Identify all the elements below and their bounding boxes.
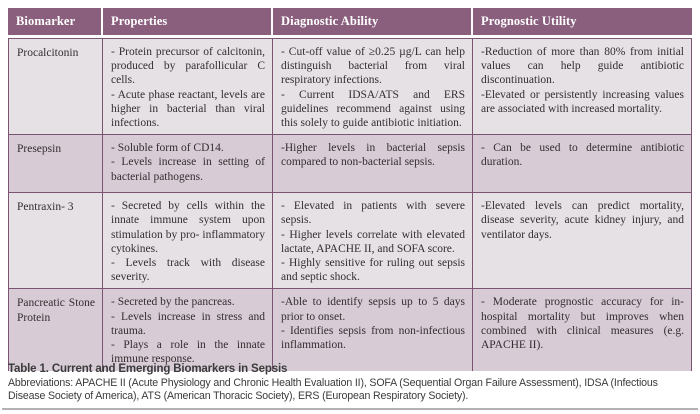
table-caption bbox=[8, 363, 694, 403]
table-body bbox=[8, 38, 692, 371]
bullet-item: - Secreted by the pancreas. bbox=[111, 296, 235, 309]
properties-cell bbox=[103, 289, 273, 371]
bullet-item: -Reduction of more than 80% from initial values can help guide antibiotic discontinuation. bbox=[481, 46, 684, 87]
bullet-item: -Elevated levels can predict mortality, disease severity, acute kidney injury, and ventilator days. bbox=[481, 200, 684, 241]
bullet-item: - Levels increase in setting of bacterial pathogens. bbox=[111, 156, 265, 183]
bullet-item: - Identifies sepsis from non-infectious inflammation. bbox=[281, 324, 465, 352]
bullet-item: - Elevated in patients with severe sepsis. bbox=[281, 200, 465, 227]
col-header-diagnostic-ability: Diagnostic Ability bbox=[273, 8, 473, 38]
diagnostic-cell bbox=[273, 38, 473, 135]
table-row-presepsin bbox=[8, 135, 692, 193]
bullet-item: - Levels track with disease severity. bbox=[111, 257, 265, 284]
table-row-pancreatic-stone-protein bbox=[8, 289, 692, 371]
bullet-item: -Higher levels in bacterial sepsis compared to non-bacterial sepsis. bbox=[281, 142, 465, 169]
diagnostic-cell bbox=[273, 193, 473, 289]
table-header-row bbox=[8, 8, 692, 38]
col-header-biomarker: Biomarker bbox=[8, 8, 103, 38]
prognostic-cell bbox=[473, 38, 692, 135]
prognostic-cell bbox=[473, 135, 692, 193]
bullet-item: - Current IDSA/ATS and ERS guidelines recommend against using this solely to guide antibiotic initiation. bbox=[281, 88, 465, 130]
bullet-item: -Able to identify sepsis up to 5 days prior to onset. bbox=[281, 296, 465, 323]
col-header-prognostic-utility: Prognostic Utility bbox=[473, 8, 692, 38]
bullet-item: -Elevated or persistently increasing values are associated with increased mortality. bbox=[481, 88, 684, 115]
table-row-procalcitonin bbox=[8, 38, 692, 135]
biomarker-name: Procalcitonin bbox=[8, 38, 103, 135]
prognostic-cell bbox=[473, 193, 692, 289]
bullet-item: - Can be used to determine antibiotic duration. bbox=[481, 142, 684, 169]
bullet-item: - Secreted by cells within the innate immune system upon stimulation by pro- inflammatory cytokines. bbox=[111, 200, 265, 255]
bottom-divider bbox=[2, 408, 698, 410]
bullet-item: - Acute phase reactant, levels are higher in bacterial than viral infections. bbox=[111, 88, 265, 130]
biomarker-name: Pancreatic Stone Protein bbox=[8, 289, 103, 371]
bullet-item: - Plays a role in the innate immune response. bbox=[111, 339, 265, 366]
bullet-item: - Soluble form of CD14. bbox=[111, 142, 224, 155]
bullet-item: - Higher levels correlate with elevated lactate, APACHE II, and SOFA score. bbox=[281, 228, 465, 255]
properties-cell bbox=[103, 38, 273, 135]
diagnostic-cell bbox=[273, 135, 473, 193]
table-caption-title: Table 1. Current and Emerging Biomarkers in Sepsis bbox=[8, 363, 288, 375]
biomarker-table bbox=[8, 8, 692, 371]
bullet-item: - Levels increase in stress and trauma. bbox=[111, 310, 265, 337]
table-row-pentraxin-3 bbox=[8, 193, 692, 289]
table-caption-abbreviations: Abbreviations: APACHE II (Acute Physiology and Chronic Health Evaluation II), SOFA (Sequential Organ Failure Assessment), IDSA (Infectious Disease Society of America), ATS (American Thoracic Society), ERS (European Respiratory Society). bbox=[8, 377, 658, 402]
biomarker-name: Presepsin bbox=[8, 135, 103, 193]
bullet-item: - Highly sensitive for ruling out sepsis and septic shock. bbox=[281, 257, 465, 284]
properties-cell bbox=[103, 193, 273, 289]
prognostic-cell bbox=[473, 289, 692, 371]
bullet-item: - Cut-off value of ≥0.25 µg/L can help distinguish bacterial from viral respiratory infections. bbox=[281, 46, 465, 87]
header-row bbox=[8, 8, 692, 38]
properties-cell bbox=[103, 135, 273, 193]
diagnostic-cell bbox=[273, 289, 473, 371]
bullet-item: - Protein precursor of calcitonin, produced by parafollicular C cells. bbox=[111, 46, 265, 87]
col-header-properties: Properties bbox=[103, 8, 273, 38]
biomarker-name: Pentraxin- 3 bbox=[8, 193, 103, 289]
bullet-item: - Moderate prognostic accuracy for in-hospital mortality but improves when combined with clinical measures (e.g. APACHE II). bbox=[481, 296, 684, 352]
